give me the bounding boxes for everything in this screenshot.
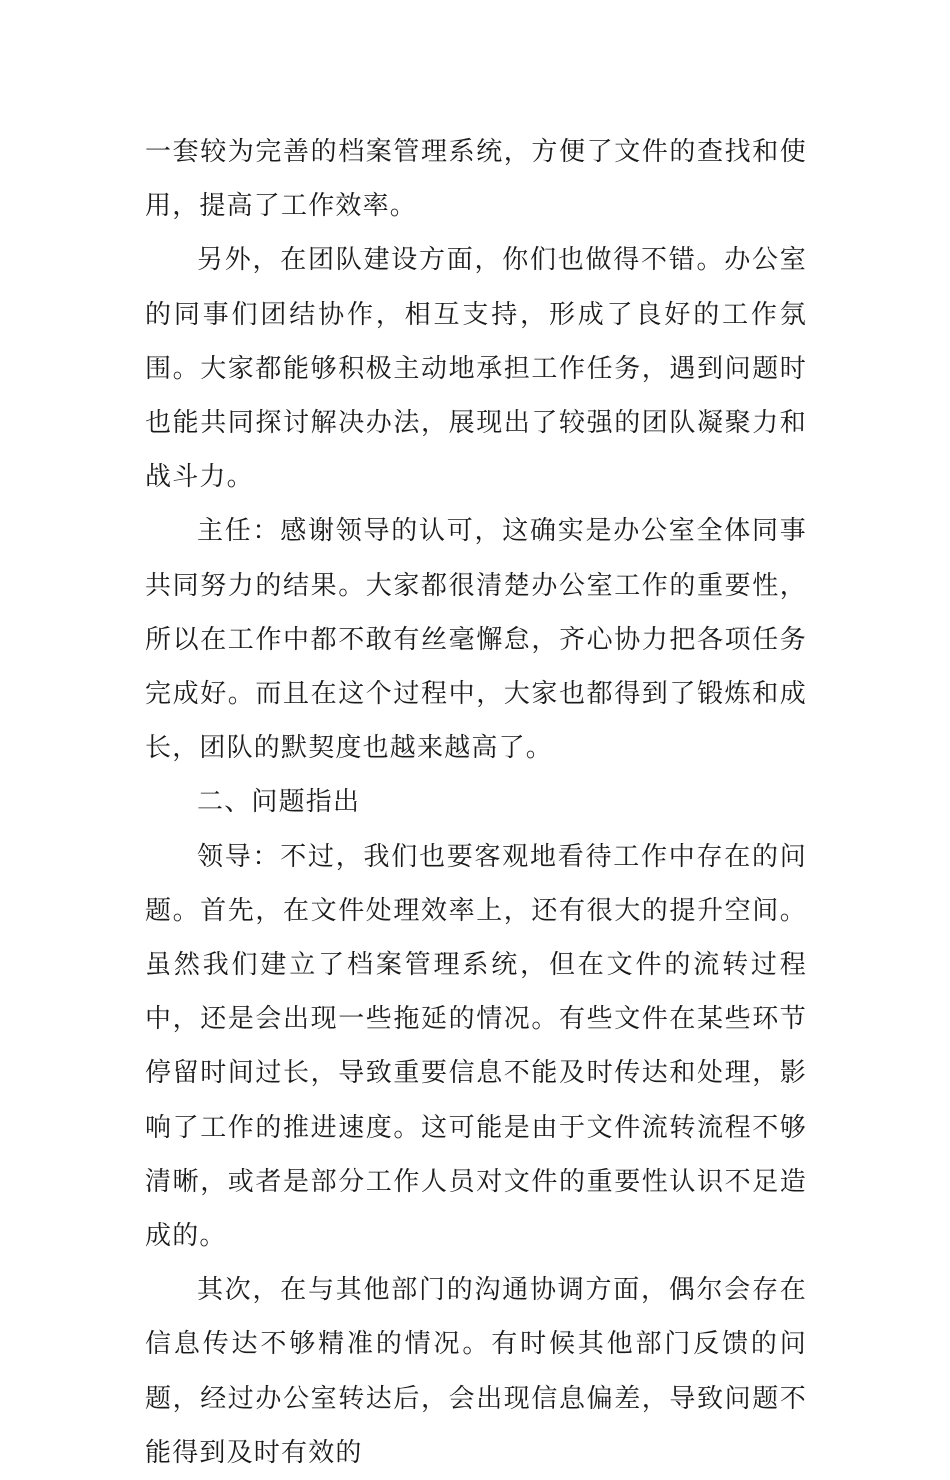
section-heading-problems: 二、问题指出 <box>197 787 361 818</box>
document-body <box>145 125 807 1480</box>
paragraph-communication: 其次，在与其他部门的沟通协调方面，偶尔会存在信息传达不够精准的情况。有时候其他部门反馈的问题，经过办公室转达后，会出现信息偏差，导致问题不能得到及时有效的 <box>145 1275 807 1468</box>
paragraph-leader-problems: 领导：不过，我们也要客观地看待工作中存在的问题。首先，在文件处理效率上，还有很大的提升空间。虽然我们建立了档案管理系统，但在文件的流转过程中，还是会出现一些拖延的情况。有些文件在某些环节停留时间过长，导致重要信息不能及时传达和处理，影响了工作的推进速度。这可能是由于文件流转流程不够清晰，或者是部分工作人员对文件的重要性认识不足造成的。 <box>145 841 807 1252</box>
paragraph-team-building: 另外，在团队建设方面，你们也做得不错。办公室的同事们团结协作，相互支持，形成了良好的工作氛围。大家都能够积极主动地承担工作任务，遇到问题时也能共同探讨解决办法，展现出了较强的团队凝聚力和战斗力。 <box>145 245 807 493</box>
paragraph-director-reply: 主任：感谢领导的认可，这确实是办公室全体同事共同努力的结果。大家都很清楚办公室工作的重要性，所以在工作中都不敢有丝毫懈怠，齐心协力把各项任务完成好。而且在这个过程中，大家也都得到了锻炼和成长，团队的默契度也越来越高了。 <box>145 516 807 764</box>
paragraph-continuation: 一套较为完善的档案管理系统，方便了文件的查找和使用，提高了工作效率。 <box>145 137 807 222</box>
